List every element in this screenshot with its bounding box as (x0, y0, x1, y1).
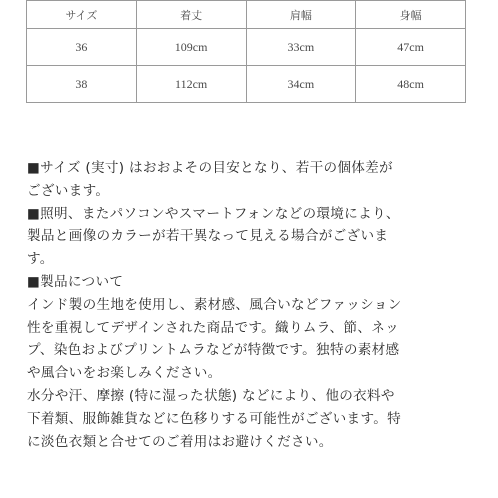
note-line: 下着類、服飾雑貨などに色移りする可能性がございます。特 (27, 410, 402, 427)
cell-shoulder-width: 33cm (246, 29, 356, 66)
header-body-width: 身幅 (356, 1, 466, 29)
header-size: サイズ (27, 1, 137, 29)
note-line: プ、染色およびプリントムラなどが特徴です。独特の素材感 (27, 342, 400, 359)
note-line: や風合いをお楽しみください。 (27, 365, 222, 382)
note-line: インド製の生地を使用し、素材感、風合いなどファッション (27, 296, 402, 313)
header-length: 着丈 (136, 1, 246, 29)
product-notes (27, 157, 473, 453)
cell-length: 109cm (136, 29, 246, 66)
cell-size: 36 (27, 29, 137, 66)
note-line: 製品と画像のカラーが若干異なって見える場合がございま (27, 228, 389, 245)
header-shoulder-width: 肩幅 (246, 1, 356, 29)
note-line: に淡色衣類と合せてのご着用はお避けください。 (27, 433, 333, 450)
note-line: ■照明、またパソコンやスマートフォンなどの環境により、 (27, 205, 400, 222)
cell-body-width: 48cm (356, 66, 466, 103)
note-line: 性を重視してデザインされた商品です。織りムラ、節、ネッ (27, 319, 400, 336)
size-chart-table (26, 0, 466, 103)
size-chart-header-row (27, 1, 466, 29)
note-line: ■製品について (27, 273, 124, 290)
cell-shoulder-width: 34cm (246, 66, 356, 103)
cell-length: 112cm (136, 66, 246, 103)
note-line: 水分や汗、摩擦 (特に湿った状態) などにより、他の衣料や (27, 387, 395, 404)
cell-body-width: 47cm (356, 29, 466, 66)
cell-size: 38 (27, 66, 137, 103)
note-line: ございます。 (27, 182, 110, 199)
note-line: ■サイズ (実寸) はおおよその目安となり、若干の個体差が (27, 160, 393, 176)
size-row-36 (27, 29, 466, 66)
note-line: す。 (27, 251, 54, 268)
size-row-38 (27, 66, 466, 103)
